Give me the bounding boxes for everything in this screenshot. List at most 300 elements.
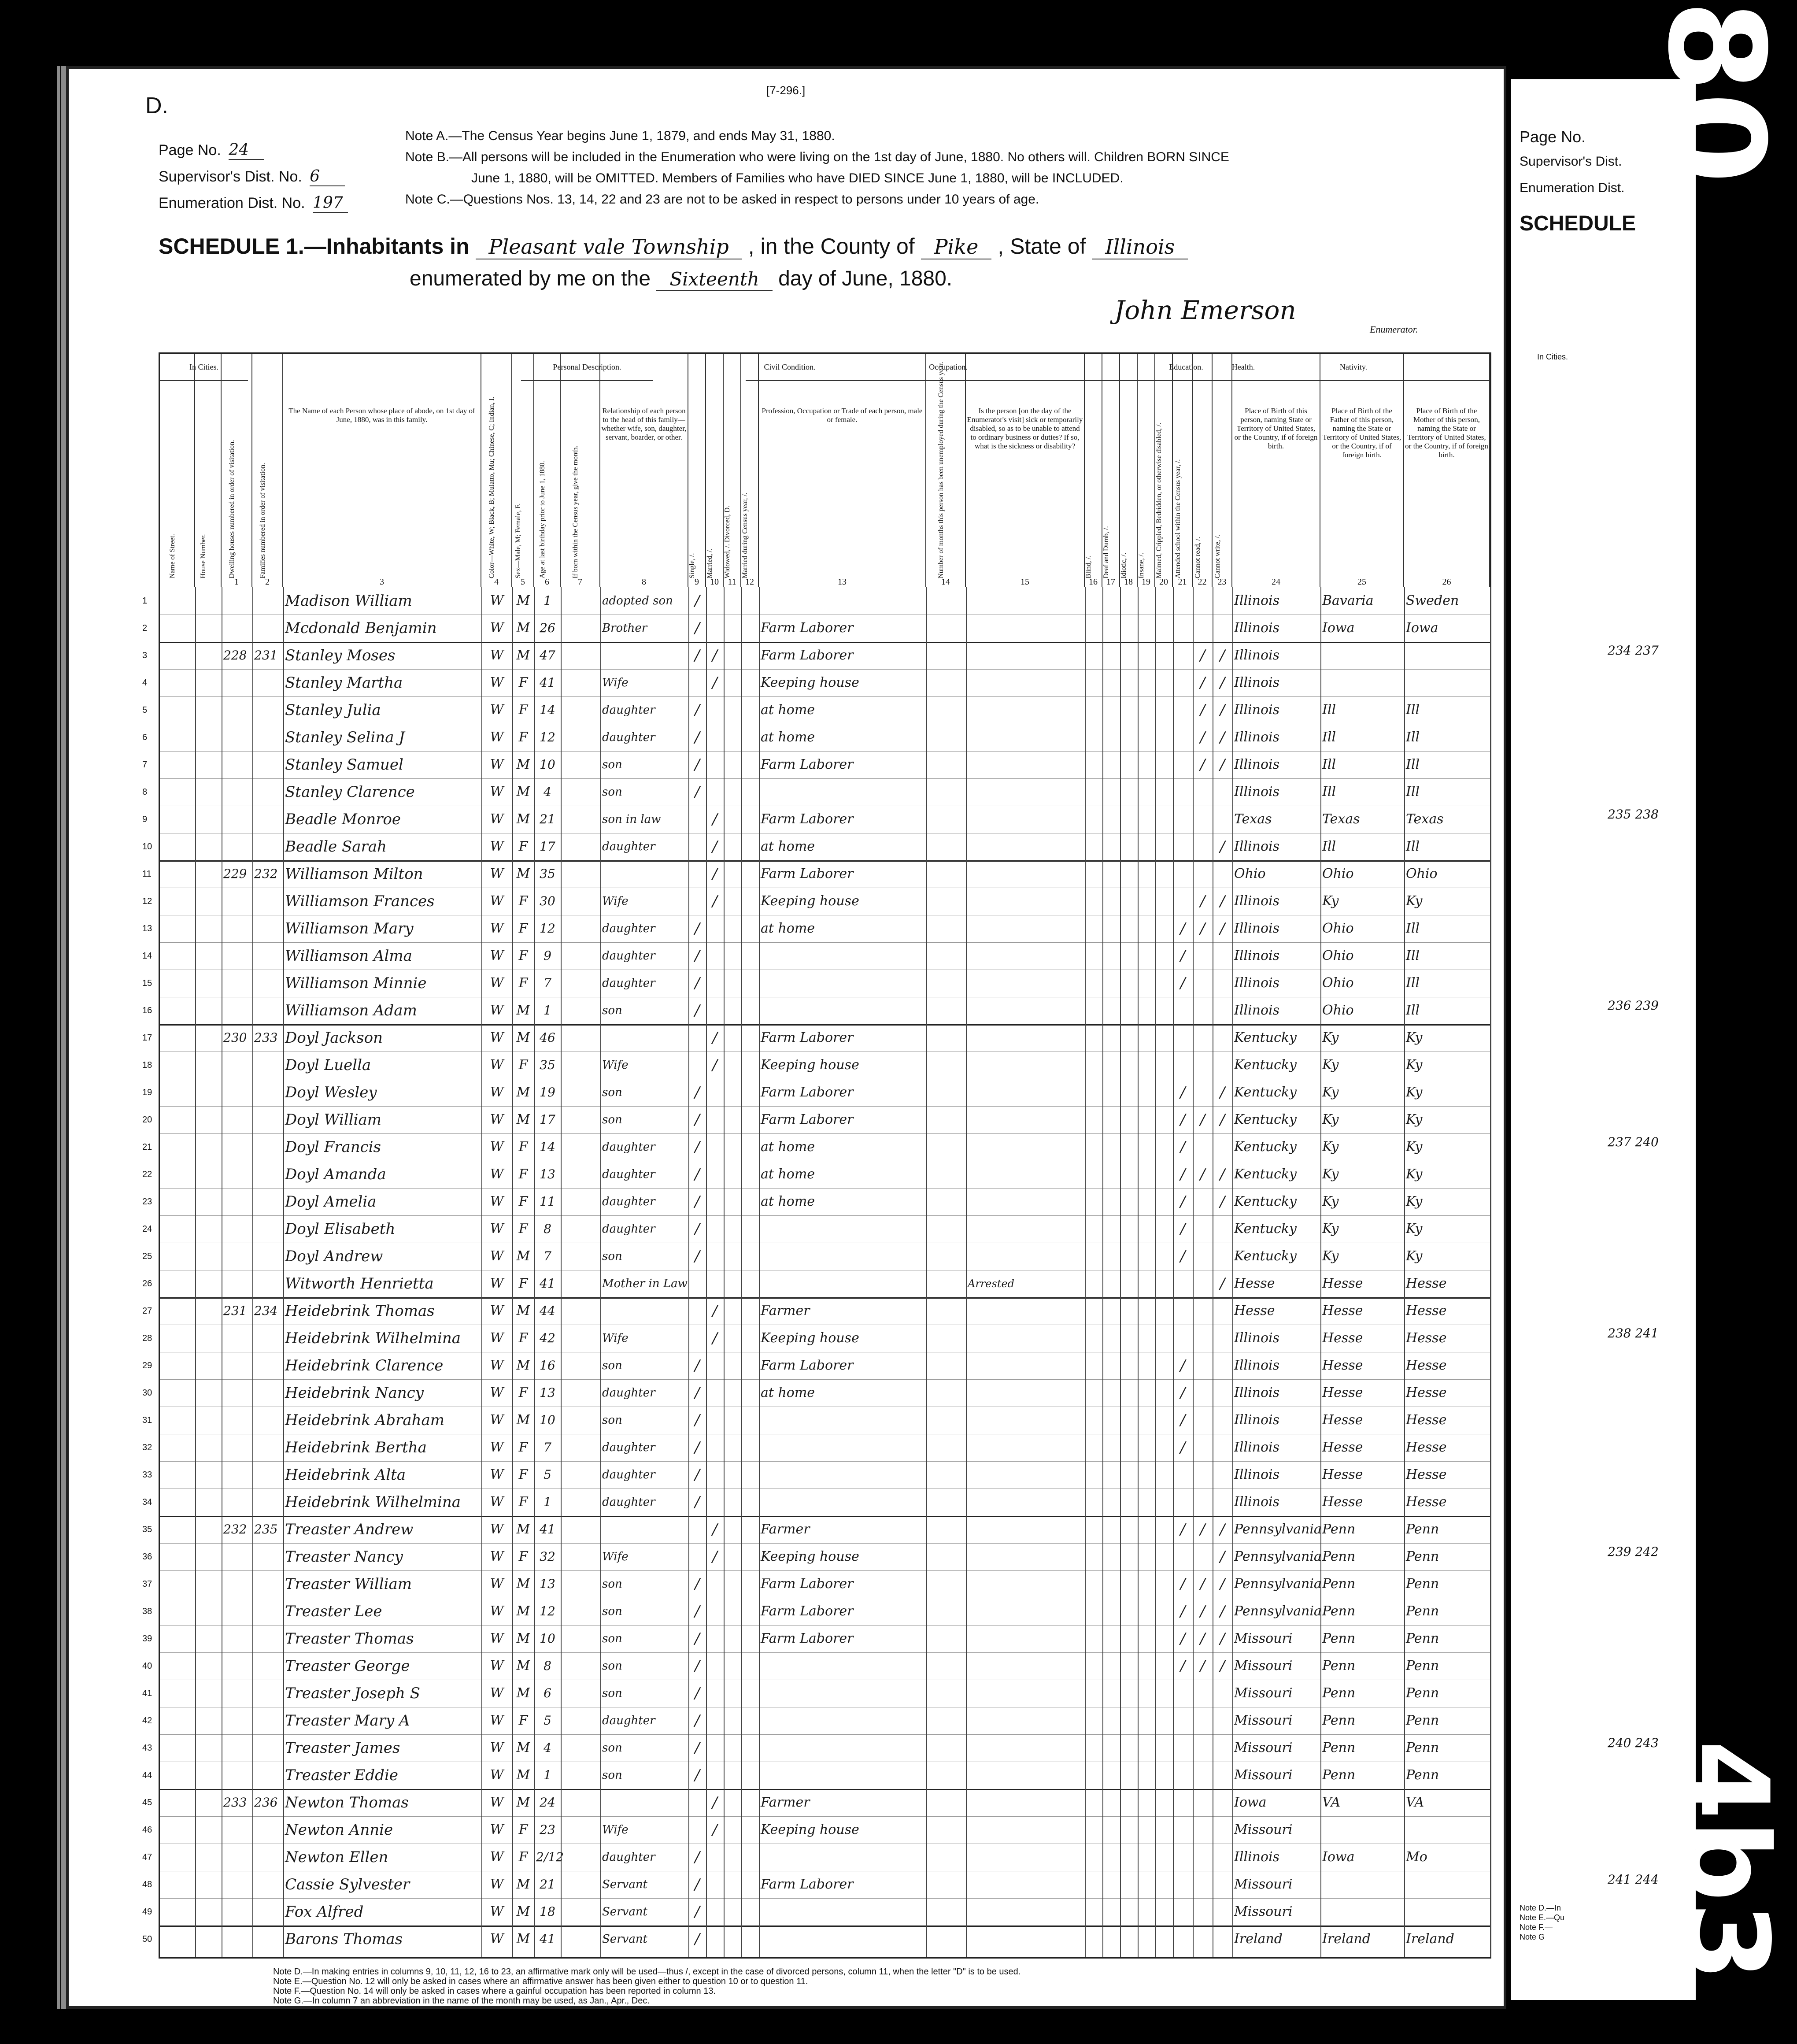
cell-age: 1 bbox=[544, 1768, 551, 1782]
supervisor-district-field bbox=[159, 167, 345, 186]
cell-age: 41 bbox=[540, 1932, 555, 1946]
column-number: 2 bbox=[265, 577, 270, 587]
cell-sch: / bbox=[1180, 920, 1186, 937]
column-rule bbox=[1173, 587, 1174, 1957]
cell-color: W bbox=[490, 1248, 504, 1264]
cell-occ: Farm Laborer bbox=[761, 648, 854, 663]
row-number: 33 bbox=[142, 1470, 152, 1480]
cell-rel: son bbox=[602, 1687, 622, 1700]
column-header-c_fam bbox=[252, 354, 283, 587]
column-rule bbox=[1320, 587, 1321, 1957]
row-number: 32 bbox=[142, 1443, 152, 1452]
cell-mb: Ky bbox=[1406, 1248, 1423, 1264]
column-rule bbox=[1232, 587, 1233, 1957]
cell-name: Doyl Jackson bbox=[285, 1029, 383, 1047]
cell-occ: Farm Laborer bbox=[761, 1603, 854, 1619]
cell-fb: Penn bbox=[1322, 1767, 1356, 1783]
cell-age: 12 bbox=[540, 1604, 555, 1618]
cell-fam: 232 bbox=[254, 866, 278, 881]
column-rule bbox=[1138, 587, 1139, 1957]
cell-mb: Penn bbox=[1406, 1603, 1439, 1619]
column-header-c18 bbox=[1120, 354, 1138, 587]
cell-rel: daughter bbox=[602, 1468, 655, 1481]
row-number: 7 bbox=[142, 760, 148, 770]
table-row bbox=[142, 1133, 1490, 1161]
column-number: 6 bbox=[545, 577, 549, 587]
cell-sch: / bbox=[1180, 1439, 1186, 1456]
cell-cw: / bbox=[1220, 892, 1225, 910]
cell-color: W bbox=[490, 1931, 504, 1947]
cell-rel: Wife bbox=[602, 676, 629, 689]
group-personal: Personal Description. bbox=[521, 354, 653, 381]
cell-occ: at home bbox=[761, 1194, 815, 1209]
cell-sex: M bbox=[516, 1576, 530, 1592]
cell-name: Doyl Francis bbox=[285, 1138, 381, 1156]
cell-mb: Hesse bbox=[1406, 1330, 1447, 1346]
column-header-text: Profession, Occupation or Trade of each person, male or female. bbox=[762, 407, 923, 424]
cell-name: Stanley Moses bbox=[285, 647, 396, 664]
row-number: 1 bbox=[142, 596, 148, 606]
column-number: 7 bbox=[578, 577, 582, 587]
cell-name: Williamson Minnie bbox=[285, 974, 427, 992]
cell-s: / bbox=[695, 974, 700, 992]
column-header-text: Place of Birth of this person, naming State or Territory of United States, or the Country, if of foreign birth. bbox=[1234, 407, 1318, 450]
cell-color: W bbox=[490, 1194, 504, 1209]
column-rule bbox=[481, 587, 482, 1957]
cell-pb: Kentucky bbox=[1234, 1194, 1297, 1209]
column-number: 26 bbox=[1442, 577, 1451, 587]
cell-mb: Iowa bbox=[1406, 620, 1438, 636]
cell-sex: F bbox=[518, 1276, 528, 1291]
cell-sex: M bbox=[516, 1631, 530, 1646]
cell-mb: Ky bbox=[1406, 1221, 1423, 1237]
cell-sex: M bbox=[516, 1904, 530, 1919]
cell-m: / bbox=[712, 1794, 717, 1811]
row-number: 10 bbox=[142, 842, 152, 852]
cell-fam: 233 bbox=[254, 1030, 278, 1045]
cell-sex: M bbox=[516, 1658, 530, 1674]
column-rule bbox=[561, 587, 562, 1957]
table-row bbox=[142, 1243, 1490, 1270]
cell-age: 18 bbox=[540, 1904, 555, 1919]
cell-fb: Bavaria bbox=[1322, 593, 1374, 608]
cell-age: 35 bbox=[540, 866, 555, 881]
cell-sex: M bbox=[516, 784, 530, 800]
cell-rel: Servant bbox=[602, 1933, 648, 1946]
column-header-text: Dwelling houses numbered in order of visitation. bbox=[228, 440, 236, 578]
cell-occ: Keeping house bbox=[761, 1057, 859, 1073]
row-number: 23 bbox=[142, 1197, 152, 1207]
cell-sex: M bbox=[516, 1248, 530, 1264]
group-occupation: Occupation. bbox=[834, 354, 1063, 381]
cell-rel: adopted son bbox=[602, 594, 673, 607]
cell-color: W bbox=[490, 1576, 504, 1592]
column-number: 19 bbox=[1142, 577, 1150, 587]
cell-rel: son bbox=[602, 1113, 622, 1126]
cell-mb: Ill bbox=[1406, 921, 1420, 936]
cell-sex: M bbox=[516, 1740, 530, 1755]
cell-s: / bbox=[695, 1739, 700, 1757]
row-number: 40 bbox=[142, 1661, 152, 1671]
cell-mb: Ky bbox=[1406, 1057, 1423, 1073]
cell-age: 9 bbox=[544, 948, 551, 963]
cell-age: 42 bbox=[540, 1331, 555, 1345]
cell-fb: Penn bbox=[1322, 1522, 1356, 1537]
cell-mb: Sweden bbox=[1406, 593, 1459, 608]
cell-cw: / bbox=[1220, 1521, 1225, 1538]
cell-pb: Illinois bbox=[1234, 1003, 1280, 1018]
cell-mb: Ill bbox=[1406, 1003, 1420, 1018]
cell-sch: / bbox=[1180, 1084, 1186, 1101]
cell-sex: M bbox=[516, 866, 530, 881]
cell-name: Cassie Sylvester bbox=[285, 1876, 410, 1893]
column-rule bbox=[1102, 587, 1103, 1957]
cell-fam: 231 bbox=[254, 648, 278, 663]
row-number: 5 bbox=[142, 705, 148, 715]
cell-mb: Ireland bbox=[1406, 1931, 1454, 1947]
cell-rel: son bbox=[602, 1577, 622, 1591]
cell-mb: Mo bbox=[1406, 1849, 1427, 1865]
note-a: Note A.—The Census Year begins June 1, 1879, and ends May 31, 1880. bbox=[405, 129, 835, 143]
column-rule bbox=[1490, 587, 1491, 1957]
census-notes bbox=[405, 126, 1229, 210]
cell-pb: Pennsylvania bbox=[1234, 1522, 1322, 1537]
cell-pb: Illinois bbox=[1234, 1330, 1280, 1346]
column-rule bbox=[512, 587, 513, 1957]
row-number: 17 bbox=[142, 1033, 152, 1043]
cell-name: Treaster Joseph S bbox=[285, 1685, 421, 1702]
cell-occ: Farm Laborer bbox=[761, 866, 854, 881]
group-in-cities: In Cities. bbox=[160, 354, 248, 381]
enumeration-district-value: 197 bbox=[313, 194, 348, 213]
column-header-text: Blind, /. bbox=[1085, 555, 1092, 578]
cell-name: Doyl Wesley bbox=[285, 1084, 377, 1101]
row-number: 30 bbox=[142, 1388, 152, 1398]
page-number-field bbox=[159, 141, 264, 160]
schedule-title-line bbox=[159, 233, 1188, 259]
cell-mb: Penn bbox=[1406, 1658, 1439, 1674]
cell-occ: Farm Laborer bbox=[761, 757, 854, 772]
row-number: 6 bbox=[142, 733, 148, 742]
county-value: Pike bbox=[921, 235, 992, 259]
cell-age: 8 bbox=[544, 1659, 551, 1673]
cell-fb: Hesse bbox=[1322, 1440, 1363, 1455]
cell-age: 26 bbox=[540, 621, 555, 635]
table-row bbox=[142, 833, 1490, 862]
table-row bbox=[142, 1106, 1490, 1134]
cell-fb: Penn bbox=[1322, 1658, 1356, 1674]
row-number: 18 bbox=[142, 1060, 152, 1070]
cell-age: 2/12 bbox=[536, 1850, 564, 1864]
table-row bbox=[142, 1379, 1490, 1407]
rp-footnotes bbox=[1520, 1903, 1564, 1942]
cell-sex: F bbox=[518, 839, 528, 854]
cell-cr: / bbox=[1200, 1111, 1205, 1129]
cell-mb: Penn bbox=[1406, 1767, 1439, 1783]
cell-rel: son bbox=[602, 1004, 622, 1017]
cell-color: W bbox=[490, 1330, 504, 1346]
table-row bbox=[142, 806, 1490, 833]
cell-fb: Penn bbox=[1322, 1549, 1356, 1564]
cell-fb: Hesse bbox=[1322, 1412, 1363, 1428]
table-row bbox=[142, 1325, 1490, 1352]
cell-fb: VA bbox=[1322, 1795, 1341, 1810]
cell-cr: / bbox=[1200, 1575, 1205, 1593]
cell-name: Heidebrink Alta bbox=[285, 1466, 406, 1484]
cell-fb: Texas bbox=[1322, 811, 1360, 827]
table-row bbox=[142, 1734, 1490, 1762]
row-number: 3 bbox=[142, 651, 148, 660]
table-row bbox=[142, 1489, 1490, 1517]
column-header-c14 bbox=[926, 354, 966, 587]
cell-sex: M bbox=[516, 1412, 530, 1428]
cell-rel: Mother in Law bbox=[602, 1277, 688, 1290]
cell-name: Newton Annie bbox=[285, 1821, 393, 1839]
cell-pb: Kentucky bbox=[1234, 1139, 1297, 1155]
cell-dw: 228 bbox=[223, 648, 247, 663]
column-header-c1 bbox=[160, 354, 195, 587]
cell-cr: / bbox=[1200, 1166, 1205, 1183]
cell-name: Heidebrink Nancy bbox=[285, 1384, 424, 1402]
column-rule bbox=[534, 587, 535, 1957]
cell-age: 12 bbox=[540, 921, 555, 936]
row-number: 8 bbox=[142, 787, 148, 797]
cell-name: Doyl Andrew bbox=[285, 1248, 383, 1265]
cell-age: 4 bbox=[544, 1740, 551, 1755]
cell-name: Stanley Martha bbox=[285, 674, 403, 692]
column-header-c20 bbox=[1155, 354, 1173, 587]
cell-cr: / bbox=[1200, 920, 1205, 937]
census-page bbox=[66, 66, 1506, 2009]
table-row bbox=[142, 888, 1490, 915]
cell-fb: Hesse bbox=[1322, 1358, 1363, 1373]
cell-cw: / bbox=[1220, 1603, 1225, 1620]
column-number: 15 bbox=[1021, 577, 1029, 587]
cell-color: W bbox=[490, 839, 504, 854]
cell-sex: F bbox=[518, 1194, 528, 1209]
table-row bbox=[142, 1652, 1490, 1680]
cell-color: W bbox=[490, 1303, 504, 1318]
cell-color: W bbox=[490, 1795, 504, 1810]
column-header-c6 bbox=[534, 354, 561, 587]
cell-fb: Ohio bbox=[1322, 1003, 1354, 1018]
cell-color: W bbox=[490, 1494, 504, 1510]
rp-in-cities: In Cities. bbox=[1537, 352, 1568, 361]
table-row bbox=[142, 1570, 1490, 1598]
cell-occ: at home bbox=[761, 839, 815, 854]
row-number: 43 bbox=[142, 1743, 152, 1753]
column-number: 12 bbox=[745, 577, 754, 587]
cell-mb: Penn bbox=[1406, 1631, 1439, 1646]
cell-fb: Hesse bbox=[1322, 1385, 1363, 1400]
cell-rel: Wife bbox=[602, 1550, 629, 1563]
cell-sex: M bbox=[516, 1030, 530, 1045]
row-number: 14 bbox=[142, 951, 152, 961]
cell-cr: / bbox=[1200, 756, 1205, 774]
cell-age: 14 bbox=[540, 1140, 555, 1154]
cell-sch: / bbox=[1180, 1411, 1186, 1429]
enumeration-district-field bbox=[159, 194, 348, 213]
cell-sex: M bbox=[516, 1303, 530, 1318]
cell-color: W bbox=[490, 675, 504, 690]
cell-rel: Wife bbox=[602, 1059, 629, 1072]
cell-s: / bbox=[695, 1084, 700, 1101]
cell-pb: Hesse bbox=[1234, 1276, 1275, 1291]
column-header-text: Cannot read, /. bbox=[1194, 537, 1202, 578]
cell-fb: Ill bbox=[1322, 784, 1336, 800]
cell-cw: / bbox=[1220, 920, 1225, 937]
enumeration-district-label: Enumeration Dist. No. bbox=[159, 195, 305, 211]
cell-dw: 231 bbox=[223, 1303, 247, 1318]
cell-sex: M bbox=[516, 1685, 530, 1701]
cell-s: / bbox=[695, 1220, 700, 1238]
cell-fam: 235 bbox=[254, 1522, 278, 1537]
cell-rel: son in law bbox=[602, 813, 661, 826]
cell-mb: Texas bbox=[1406, 811, 1444, 827]
column-rule bbox=[1120, 587, 1121, 1957]
cell-mb: Penn bbox=[1406, 1549, 1439, 1564]
cell-s: / bbox=[695, 1138, 700, 1156]
cell-pb: Kentucky bbox=[1234, 1030, 1297, 1045]
cell-pb: Illinois bbox=[1234, 893, 1280, 909]
rp-dwelling-number: 234 237 bbox=[1608, 643, 1659, 658]
cell-sex: F bbox=[518, 1822, 528, 1837]
cell-fb: Hesse bbox=[1322, 1276, 1363, 1291]
cell-fb: Ohio bbox=[1322, 866, 1354, 881]
cell-age: 8 bbox=[544, 1222, 551, 1236]
cell-name: Doyl William bbox=[285, 1111, 381, 1129]
cell-age: 24 bbox=[540, 1795, 555, 1810]
table-row bbox=[142, 1871, 1490, 1899]
row-number: 16 bbox=[142, 1006, 152, 1015]
column-header-c13 bbox=[759, 354, 926, 587]
cell-s: / bbox=[695, 1903, 700, 1921]
cell-occ: at home bbox=[761, 729, 815, 745]
cell-sex: M bbox=[516, 1112, 530, 1127]
table-row bbox=[142, 915, 1490, 943]
cell-rel: son bbox=[602, 1659, 622, 1673]
cell-age: 7 bbox=[544, 1440, 551, 1455]
cell-sex: M bbox=[516, 1931, 530, 1947]
cell-age: 41 bbox=[540, 1522, 555, 1537]
column-number: 9 bbox=[695, 577, 699, 587]
cell-sch: / bbox=[1180, 974, 1186, 992]
column-number: 18 bbox=[1124, 577, 1133, 587]
cell-sex: F bbox=[518, 1467, 528, 1482]
cell-occ: at home bbox=[761, 1139, 815, 1155]
cell-cr: / bbox=[1200, 647, 1205, 664]
state-label: , State of bbox=[998, 234, 1086, 259]
cell-occ: Farm Laborer bbox=[761, 620, 854, 636]
cell-color: W bbox=[490, 1685, 504, 1701]
cell-color: W bbox=[490, 1276, 504, 1291]
column-rule bbox=[600, 587, 601, 1957]
rp-footnote-d: Note D.—In bbox=[1520, 1903, 1561, 1912]
cell-age: 41 bbox=[540, 675, 555, 690]
cell-age: 1 bbox=[544, 593, 551, 608]
column-rule bbox=[1193, 587, 1194, 1957]
cell-dw: 229 bbox=[223, 866, 247, 881]
cell-rel: daughter bbox=[602, 922, 655, 935]
cell-age: 21 bbox=[540, 1877, 555, 1892]
cell-age: 6 bbox=[544, 1686, 551, 1700]
cell-s: / bbox=[695, 920, 700, 937]
cell-rel: son bbox=[602, 758, 622, 771]
row-number: 2 bbox=[142, 623, 148, 633]
cell-color: W bbox=[490, 1221, 504, 1237]
cell-s: / bbox=[695, 947, 700, 965]
cell-age: 10 bbox=[540, 1631, 555, 1646]
cell-rel: daughter bbox=[602, 1140, 655, 1154]
cell-age: 10 bbox=[540, 1413, 555, 1427]
cell-pb: Illinois bbox=[1234, 948, 1280, 963]
cell-color: W bbox=[490, 702, 504, 718]
cell-occ: Farm Laborer bbox=[761, 1030, 854, 1045]
column-header-text: Widowed, /. Divorced, D. bbox=[724, 505, 731, 578]
note-b-cont: June 1, 1880, will be OMITTED. Members of Families who have DIED SINCE June 1, 1880, will be INCLUDED. bbox=[471, 171, 1124, 185]
form-letter: D. bbox=[145, 93, 168, 118]
table-row bbox=[142, 1297, 1490, 1325]
cell-sch: / bbox=[1180, 1384, 1186, 1402]
cell-age: 41 bbox=[540, 1276, 555, 1291]
cell-mb: Penn bbox=[1406, 1740, 1439, 1755]
cell-color: W bbox=[490, 1877, 504, 1892]
cell-rel: Servant bbox=[602, 1905, 648, 1918]
cell-age: 46 bbox=[540, 1030, 555, 1045]
cell-age: 19 bbox=[540, 1085, 555, 1100]
cell-s: / bbox=[695, 1193, 700, 1211]
cell-fb: Penn bbox=[1322, 1631, 1356, 1646]
column-header-text: Name of Street. bbox=[169, 534, 176, 578]
cell-color: W bbox=[490, 975, 504, 991]
cell-color: W bbox=[490, 593, 504, 608]
cell-fb: Ohio bbox=[1322, 921, 1354, 936]
cell-sex: F bbox=[518, 1166, 528, 1182]
cell-cr: / bbox=[1200, 892, 1205, 910]
cell-cw: / bbox=[1220, 1084, 1225, 1101]
cell-fb: Ky bbox=[1322, 1139, 1339, 1155]
supervisor-district-value: 6 bbox=[310, 167, 345, 186]
column-number: 25 bbox=[1357, 577, 1366, 587]
cell-color: W bbox=[490, 1713, 504, 1728]
cell-sch: / bbox=[1180, 1166, 1186, 1183]
cell-age: 30 bbox=[540, 894, 555, 908]
column-rule bbox=[741, 587, 742, 1957]
table-row bbox=[142, 1052, 1490, 1079]
cell-s: / bbox=[695, 1439, 700, 1456]
cell-name: Treaster Lee bbox=[285, 1603, 382, 1620]
cell-age: 13 bbox=[540, 1577, 555, 1591]
table-row bbox=[142, 642, 1490, 670]
column-header-c1b bbox=[195, 354, 222, 587]
row-number: 12 bbox=[142, 896, 152, 906]
table-row bbox=[142, 615, 1490, 643]
column-rule bbox=[724, 587, 725, 1957]
rp-page-label: Page No. bbox=[1520, 128, 1586, 146]
cell-color: W bbox=[490, 1849, 504, 1865]
cell-name: Stanley Selina J bbox=[285, 729, 405, 746]
row-number: 24 bbox=[142, 1224, 152, 1234]
cell-color: W bbox=[490, 1057, 504, 1073]
column-header-c_dwell bbox=[222, 354, 252, 587]
cell-pb: Illinois bbox=[1234, 648, 1280, 663]
cell-age: 5 bbox=[544, 1467, 551, 1482]
cell-mb: Hesse bbox=[1406, 1440, 1447, 1455]
table-row bbox=[142, 587, 1490, 615]
cell-rel: Wife bbox=[602, 895, 629, 908]
cell-rel: daughter bbox=[602, 840, 655, 853]
cell-age: 7 bbox=[544, 976, 551, 990]
